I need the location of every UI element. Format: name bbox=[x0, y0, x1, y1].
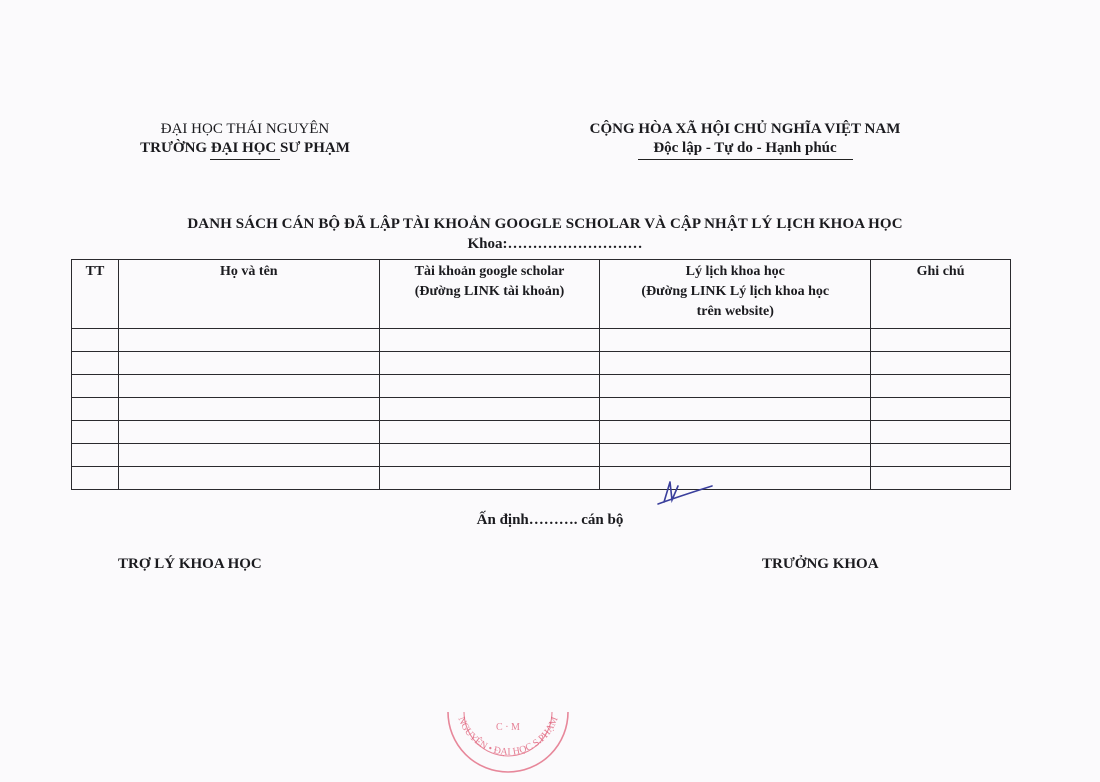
school-name: TRƯỜNG ĐẠI HỌC SƯ PHẠM bbox=[140, 140, 350, 156]
cell-tt bbox=[72, 375, 119, 398]
cell-name bbox=[118, 329, 379, 352]
motto: Độc lập - Tự do - Hạnh phúc bbox=[653, 140, 837, 156]
motto-underline bbox=[638, 159, 853, 160]
cell-tt bbox=[72, 352, 119, 375]
staff-table bbox=[71, 259, 1011, 490]
table-row bbox=[72, 444, 1011, 467]
cell-tt bbox=[72, 329, 119, 352]
cell-tt bbox=[72, 444, 119, 467]
cell-scholar bbox=[379, 444, 600, 467]
cell-scholar bbox=[379, 375, 600, 398]
cell-name bbox=[118, 398, 379, 421]
signature-left-title: TRỢ LÝ KHOA HỌC bbox=[118, 556, 262, 572]
cell-cv bbox=[600, 375, 871, 398]
svg-text:C · M: C · M bbox=[496, 722, 520, 733]
cell-cv bbox=[600, 444, 871, 467]
header-name bbox=[118, 260, 379, 329]
header-left bbox=[100, 120, 390, 160]
cell-scholar bbox=[379, 329, 600, 352]
table-row bbox=[72, 467, 1011, 490]
cell-tt bbox=[72, 398, 119, 421]
cell-scholar bbox=[379, 421, 600, 444]
country-name: CỘNG HÒA XÃ HỘI CHỦ NGHĨA VIỆT NAM bbox=[589, 121, 901, 137]
header-note-label: Ghi chú bbox=[916, 264, 965, 279]
cell-note bbox=[871, 398, 1011, 421]
cell-cv bbox=[600, 398, 871, 421]
table-row bbox=[72, 398, 1011, 421]
header-scholar-line2: (Đường LINK tài khoản) bbox=[414, 284, 565, 299]
header-cv-line1: Lý lịch khoa học bbox=[685, 264, 785, 279]
header-cv bbox=[600, 260, 871, 329]
cell-name bbox=[118, 421, 379, 444]
svg-text:NGUYÊN • ĐẠI HỌC S.PHẠM: NGUYÊN • ĐẠI HỌC S.PHẠM bbox=[455, 715, 561, 758]
cell-cv bbox=[600, 467, 871, 490]
cell-name bbox=[118, 444, 379, 467]
header-cv-line2: (Đường LINK Lý lịch khoa học bbox=[641, 284, 830, 299]
cell-scholar bbox=[379, 398, 600, 421]
cell-note bbox=[871, 352, 1011, 375]
header-tt-label: TT bbox=[85, 264, 105, 279]
school-underline bbox=[210, 159, 280, 160]
cell-note bbox=[871, 375, 1011, 398]
cell-cv bbox=[600, 329, 871, 352]
document-title: DANH SÁCH CÁN BỘ ĐÃ LẬP TÀI KHOẢN GOOGLE SCHOLAR VÀ CẬP NHẬT LÝ LỊCH KHOA HỌC bbox=[187, 216, 903, 232]
cell-note bbox=[871, 467, 1011, 490]
cell-scholar bbox=[379, 467, 600, 490]
faculty-line: Khoa:……………………… bbox=[467, 236, 643, 252]
header-scholar bbox=[379, 260, 600, 329]
cell-note bbox=[871, 421, 1011, 444]
header-note bbox=[871, 260, 1011, 329]
header-tt bbox=[72, 260, 119, 329]
signature-right-title: TRƯỞNG KHOA bbox=[762, 556, 879, 572]
table-row bbox=[72, 352, 1011, 375]
table-row bbox=[72, 329, 1011, 352]
cell-note bbox=[871, 444, 1011, 467]
cell-name bbox=[118, 467, 379, 490]
table-header-row bbox=[72, 260, 1011, 329]
cell-name bbox=[118, 352, 379, 375]
handwritten-initial bbox=[650, 474, 720, 510]
cell-tt bbox=[72, 467, 119, 490]
header-right bbox=[545, 120, 945, 160]
header-scholar-line1: Tài khoản google scholar bbox=[414, 264, 565, 279]
cell-cv bbox=[600, 352, 871, 375]
university-name: ĐẠI HỌC THÁI NGUYÊN bbox=[160, 121, 330, 137]
header-name-label: Họ và tên bbox=[220, 264, 278, 279]
total-staff-note: Ấn định………. cán bộ bbox=[476, 512, 624, 528]
cell-scholar bbox=[379, 352, 600, 375]
header-cv-line3: trên website) bbox=[696, 304, 774, 319]
cell-note bbox=[871, 329, 1011, 352]
cell-cv bbox=[600, 421, 871, 444]
table-row bbox=[72, 375, 1011, 398]
cell-name bbox=[118, 375, 379, 398]
table-row bbox=[72, 421, 1011, 444]
table-body bbox=[72, 329, 1011, 490]
red-seal-stamp bbox=[438, 712, 578, 782]
cell-tt bbox=[72, 421, 119, 444]
